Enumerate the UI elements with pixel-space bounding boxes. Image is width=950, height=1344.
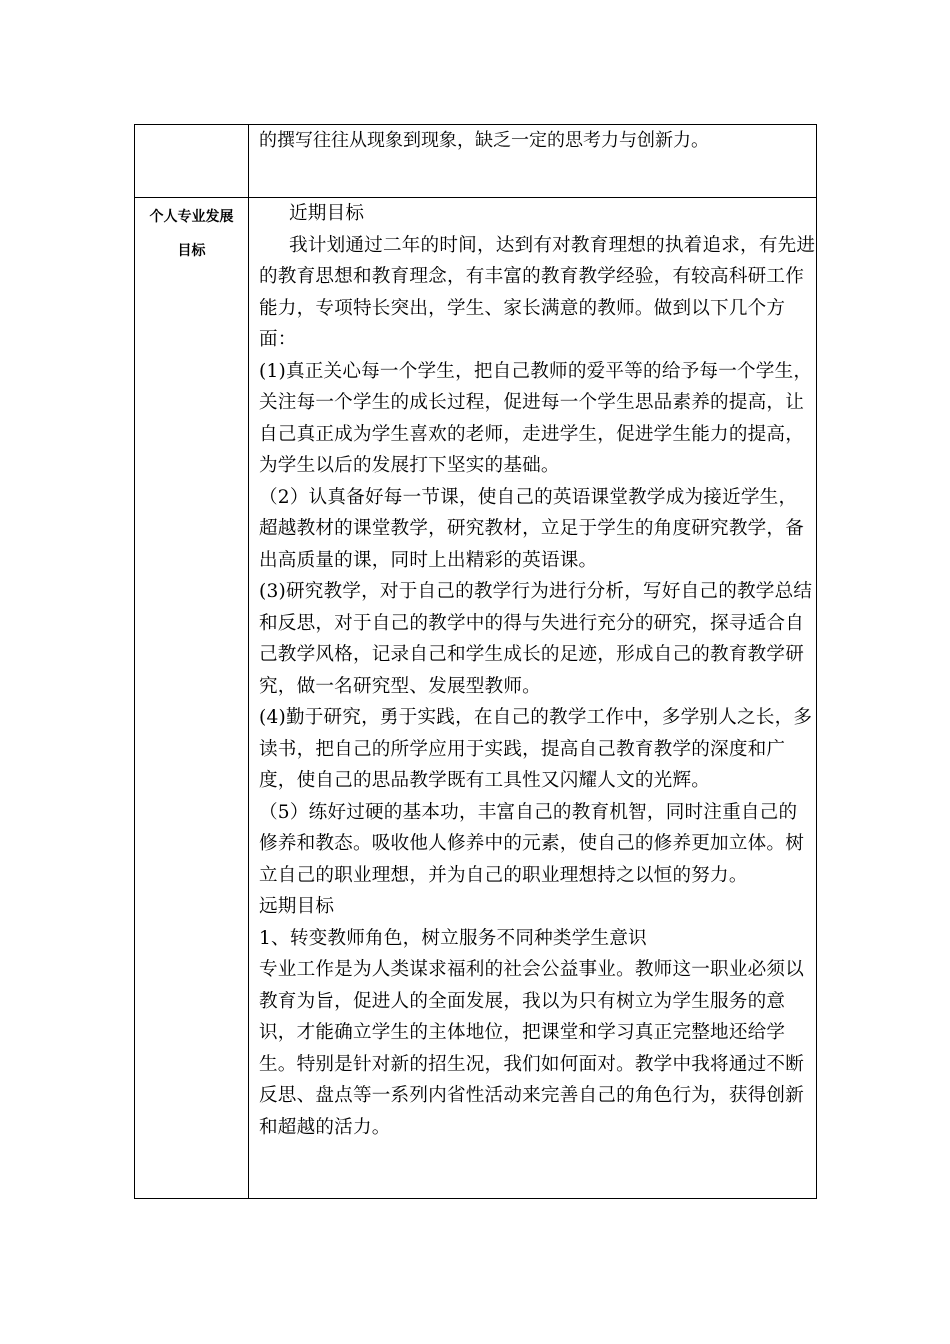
plan-table (134, 124, 817, 1199)
row-label-line: 目标 (177, 243, 206, 259)
near-term-intro: 我计划通过二年的时间，达到有对教育理想的执着追求，有先进的教育思想和教育理念，有丰富的教育教学经验，有较高科研工作能力，专项特长突出，学生、家长满意的教师。做到以下几个方面： (259, 234, 816, 350)
goal-item: （5）练好过硬的基本功，丰富自己的教育机智，同时注重自己的修养和教态。吸收他人修养中的元素，使自己的修养更加立体。树立自己的职业理想，并为自己的职业理想持之以恒的努力。 (259, 801, 805, 886)
row-label-line: 个人专业发展 (149, 209, 234, 225)
row-label-cell (135, 125, 249, 198)
long-term-heading: 远期目标 (259, 896, 335, 917)
table-row (135, 125, 817, 198)
continuation-text: 的撰写往往从现象到现象，缺乏一定的思考力与创新力。 (259, 130, 709, 151)
table-row (135, 198, 817, 1199)
goal-item: (3)研究教学，对于自己的教学行为进行分析，写好自己的教学总结和反思，对于自己的教学中的得与失进行充分的研究，探寻适合自己教学风格，记录自己和学生成长的足迹，形成自己的教育教学研究，做一名研究型、发展型教师。 (259, 581, 813, 697)
near-term-heading: 近期目标 (289, 203, 365, 224)
goals-content (249, 198, 816, 1143)
row-content-cell (249, 198, 817, 1199)
row-label (135, 198, 248, 268)
goal-item: (1)真正关心每一个学生，把自己教师的爱平等的给予每一个学生，关注每一个学生的成长过程，促进每一个学生思品素养的提高，让自己真正成为学生喜欢的老师，走进学生，促进学生能力的提高，为学生以后的发展打下坚实的基础。 (259, 360, 813, 476)
row-label-cell (135, 198, 249, 1199)
goal-item: （2）认真备好每一节课，使自己的英语课堂教学成为接近学生，超越教材的课堂教学，研究教材，立足于学生的角度研究教学，备出高质量的课，同时上出精彩的英语课。 (259, 486, 805, 571)
long-term-item-title: 1、转变教师角色，树立服务不同种类学生意识 (259, 927, 647, 949)
row-content-cell (249, 125, 817, 198)
goal-item: (4)勤于研究，勇于实践，在自己的教学工作中，多学别人之长，多读书，把自己的所学应用于实践，提高自己教育教学的深度和广度，使自己的思品教学既有工具性又闪耀人文的光辉。 (259, 707, 813, 791)
long-term-item-body: 专业工作是为人类谋求福利的社会公益事业。教师这一职业必须以教育为旨，促进人的全面发展，我以为只有树立为学生服务的意识，才能确立学生的主体地位，把课堂和学习真正完整地还给学生。特别是针对新的招生况，我们如何面对。教学中我将通过不断反思、盘点等一系列内省性活动来完善自己的角色行为，获得创新和超越的活力。 (259, 959, 805, 1138)
row-label (135, 125, 248, 127)
